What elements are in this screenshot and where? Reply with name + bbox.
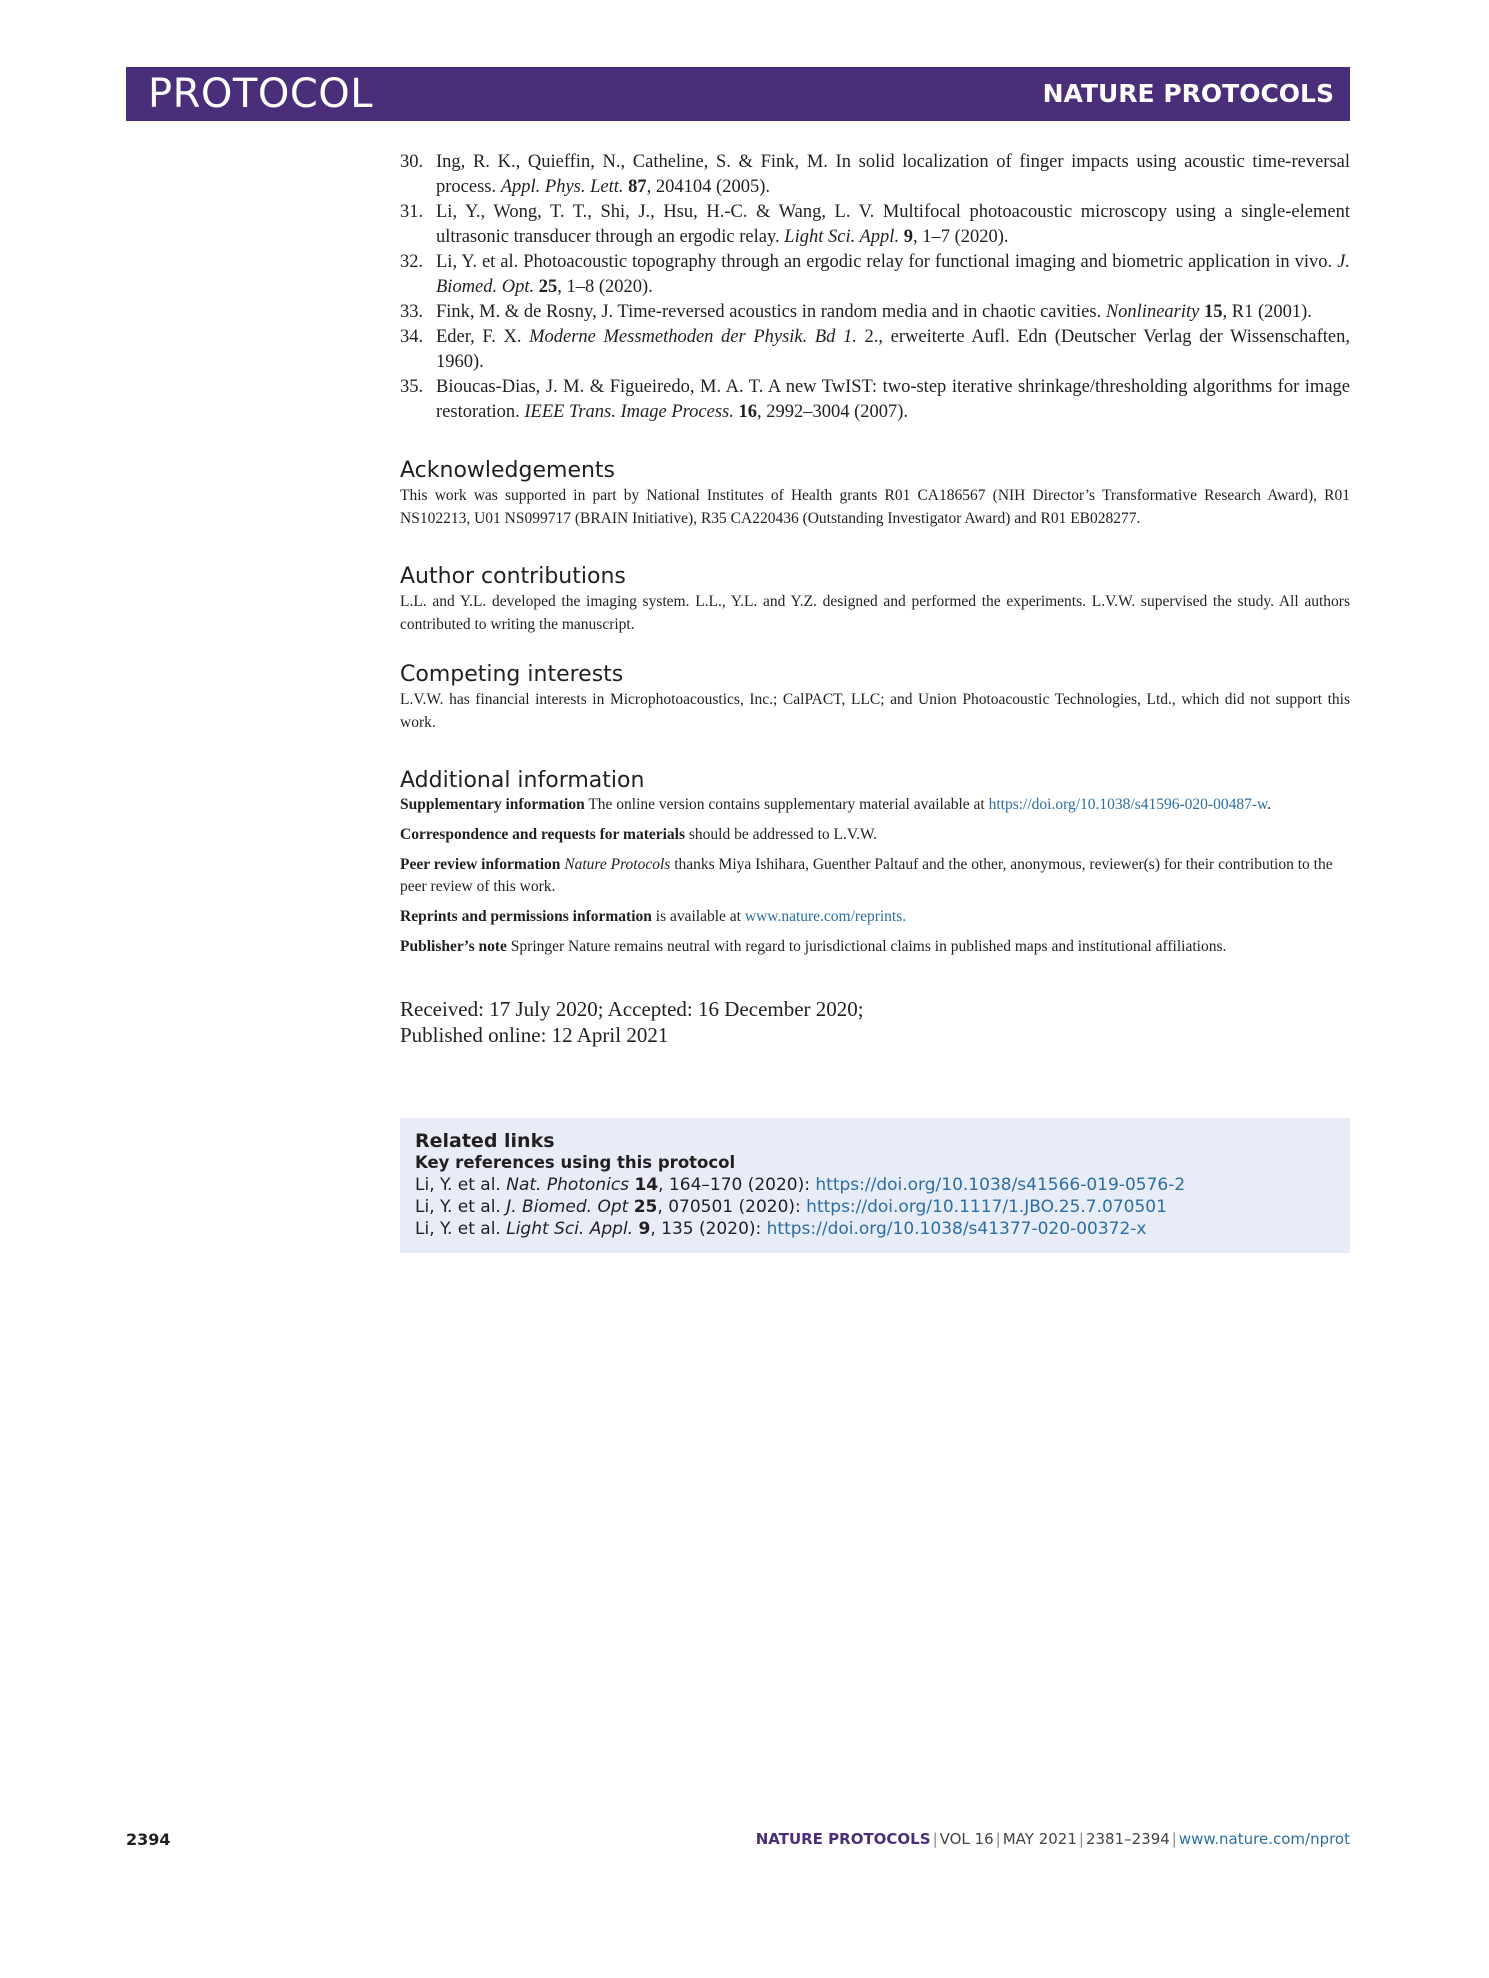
reference-number: 34 .	[400, 325, 423, 350]
footer-separator: |	[1171, 1830, 1177, 1848]
reference-number: 35 .	[400, 375, 423, 400]
supplementary-text: The online version contains supplementary material available at	[584, 796, 989, 813]
related-journal: Light Sci. Appl.	[506, 1219, 634, 1239]
article-dates	[400, 996, 1350, 1048]
journal-name: NATURE PROTOCOLS	[1042, 79, 1334, 108]
reference-item	[400, 375, 1350, 425]
related-doi-link[interactable]: https://doi.org/10.1117/1.JBO.25.7.070501	[806, 1197, 1167, 1217]
received-accepted-dates: Received: 17 July 2020; Accepted: 16 December 2020;	[400, 997, 864, 1021]
reference-journal: Appl. Phys. Lett.	[500, 177, 624, 197]
reprints-text: is available at	[651, 908, 745, 925]
reference-volume: 15	[1203, 302, 1223, 322]
reference-volume: 9	[903, 227, 913, 247]
related-link-item	[415, 1174, 1185, 1196]
reference-number: 31 .	[400, 200, 423, 225]
related-journal: Nat. Photonics	[506, 1175, 630, 1195]
footer-date: MAY 2021	[1002, 1830, 1077, 1848]
related-pages: , 070501 (2020):	[657, 1197, 807, 1217]
supplementary-information	[400, 794, 1350, 816]
correspondence-text: should be addressed to L.V.W.	[685, 826, 878, 843]
supplementary-link[interactable]: https://doi.org/10.1038/s41596-020-00487-w	[988, 796, 1268, 813]
peer-review-information	[400, 854, 1350, 898]
reprints-label: Reprints and permissions information	[400, 908, 652, 925]
related-doi-link[interactable]: https://doi.org/10.1038/s41377-020-00372-x	[766, 1219, 1147, 1239]
related-links-subtitle: Key references using this protocol	[415, 1153, 736, 1172]
reference-text: Fink, M. & de Rosny, J. Time-reversed acoustics in random media and in chaotic cavities.	[436, 302, 1102, 322]
reprints-link[interactable]: www.nature.com/reprints.	[744, 908, 907, 925]
supplementary-label: Supplementary information	[400, 796, 585, 813]
author-contributions-heading: Author contributions	[400, 564, 626, 589]
reference-journal: IEEE Trans. Image Process.	[524, 402, 734, 422]
reference-item	[400, 325, 1350, 375]
page-number: 2394	[126, 1830, 171, 1849]
related-authors: Li, Y. et al.	[415, 1197, 501, 1217]
acknowledgements-heading: Acknowledgements	[400, 458, 616, 483]
page-content	[400, 150, 1350, 1048]
reference-pages: , 2992–3004 (2007).	[756, 402, 909, 422]
reference-number: 33 .	[400, 300, 423, 325]
reference-item	[400, 150, 1350, 200]
competing-interests-body: L.V.W. has financial interests in Microphotoacoustics, Inc.; CalPACT, LLC; and Union Photoacoustic Technologies, Ltd., which did not support this work.	[400, 691, 1350, 731]
related-links-title: Related links	[415, 1130, 555, 1152]
related-authors: Li, Y. et al.	[415, 1175, 501, 1195]
footer-journal: NATURE PROTOCOLS	[755, 1830, 931, 1848]
reference-volume: 16	[738, 402, 757, 422]
related-authors: Li, Y. et al.	[415, 1219, 501, 1239]
related-link-item	[415, 1218, 1185, 1240]
reference-pages: , 1–7 (2020).	[912, 227, 1009, 247]
reference-text: Ing, R. K., Quieffin, N., Catheline, S. & Fink, M. In solid localization of finger impacts using acoustic time-reversal process.	[436, 152, 1350, 197]
reference-item	[400, 250, 1350, 300]
reference-item	[400, 300, 1350, 325]
author-contributions-body: L.L. and Y.L. developed the imaging system. L.L., Y.L. and Y.Z. designed and performed the experiments. L.V.W. supervised the study. All authors contributed to writing the manuscript.	[400, 593, 1350, 633]
section-label: PROTOCOL	[148, 71, 374, 117]
reference-journal: Light Sci. Appl.	[784, 227, 900, 247]
related-volume: 25	[633, 1197, 658, 1217]
related-doi-link[interactable]: https://doi.org/10.1038/s41566-019-0576-2	[815, 1175, 1186, 1195]
footer-citation	[756, 1830, 1350, 1848]
reference-text: Bioucas-Dias, J. M. & Figueiredo, M. A. T. A new TwIST: two-step iterative shrinkage/thresholding algorithms for image restoration.	[436, 377, 1350, 422]
footer-separator: |	[932, 1830, 938, 1848]
peer-review-text: thanks Miya Ishihara, Guenther Paltauf and the other, anonymous, reviewer(s) for their contribution to the peer review of this work.	[400, 856, 1333, 895]
reference-list	[400, 150, 1350, 425]
reprints-information	[400, 906, 1350, 928]
reference-pages: , R1 (2001).	[1222, 302, 1312, 322]
footer-url[interactable]: www.nature.com/nprot	[1178, 1830, 1350, 1848]
related-pages: , 135 (2020):	[650, 1219, 767, 1239]
reference-volume: 87	[628, 177, 647, 197]
reference-pages: , 1–8 (2020).	[557, 277, 653, 297]
supplementary-end: .	[1267, 796, 1272, 813]
related-links-box	[400, 1118, 1350, 1253]
published-date: Published online: 12 April 2021	[400, 1023, 669, 1047]
footer-separator: |	[1078, 1830, 1084, 1848]
reference-journal: Nonlinearity	[1105, 302, 1200, 322]
competing-interests-heading: Competing interests	[400, 662, 624, 687]
peer-review-journal: Nature Protocols	[564, 856, 671, 873]
footer-pages: 2381–2394	[1085, 1830, 1170, 1848]
correspondence	[400, 824, 1350, 846]
related-link-item	[415, 1196, 1185, 1218]
reference-text: Li, Y., Wong, T. T., Shi, J., Hsu, H.-C. & Wang, L. V. Multifocal photoacoustic microscopy using a single-element ultrasonic transducer through an ergodic relay.	[436, 202, 1350, 247]
publishers-note	[400, 936, 1350, 958]
peer-review-label: Peer review information	[400, 856, 561, 873]
reference-journal: Moderne Messmethoden der Physik. Bd 1.	[529, 327, 857, 347]
reference-text: Li, Y. et al. Photoacoustic topography through an ergodic relay for functional imaging and biometric application in vivo.	[436, 252, 1333, 272]
related-journal: J. Biomed. Opt	[506, 1197, 629, 1217]
reference-journal: J. Biomed. Opt.	[436, 252, 1351, 297]
additional-information-heading: Additional information	[400, 768, 645, 793]
footer-volume: VOL 16	[939, 1830, 994, 1848]
publishers-note-label: Publisher’s note	[400, 938, 507, 955]
reference-pages: , 204104 (2005).	[646, 177, 770, 197]
reference-pages: 2., erweiterte Aufl. Edn (Deutscher Verlag der Wissenschaften, 1960).	[436, 327, 1351, 372]
related-volume: 9	[638, 1219, 651, 1239]
header-bar	[126, 67, 1350, 121]
related-pages: , 164–170 (2020):	[658, 1175, 816, 1195]
reference-volume: 25	[538, 277, 558, 297]
reference-number: 32 .	[400, 250, 423, 275]
footer-separator: |	[995, 1830, 1001, 1848]
reference-text: Eder, F. X.	[436, 327, 522, 347]
reference-item	[400, 200, 1350, 250]
acknowledgements-body: This work was supported in part by National Institutes of Health grants R01 CA186567 (NIH Director’s Transformative Research Award), R01 NS102213, U01 NS099717 (BRAIN Initiative), R35 CA220436 (Outstanding Investigator Award) and R01 EB028277.	[400, 487, 1350, 527]
correspondence-label: Correspondence and requests for materials	[400, 826, 686, 843]
related-volume: 14	[634, 1175, 659, 1195]
reference-number: 30 .	[400, 150, 423, 175]
publishers-note-text: Springer Nature remains neutral with regard to jurisdictional claims in published maps and institutional affiliations.	[506, 938, 1227, 955]
